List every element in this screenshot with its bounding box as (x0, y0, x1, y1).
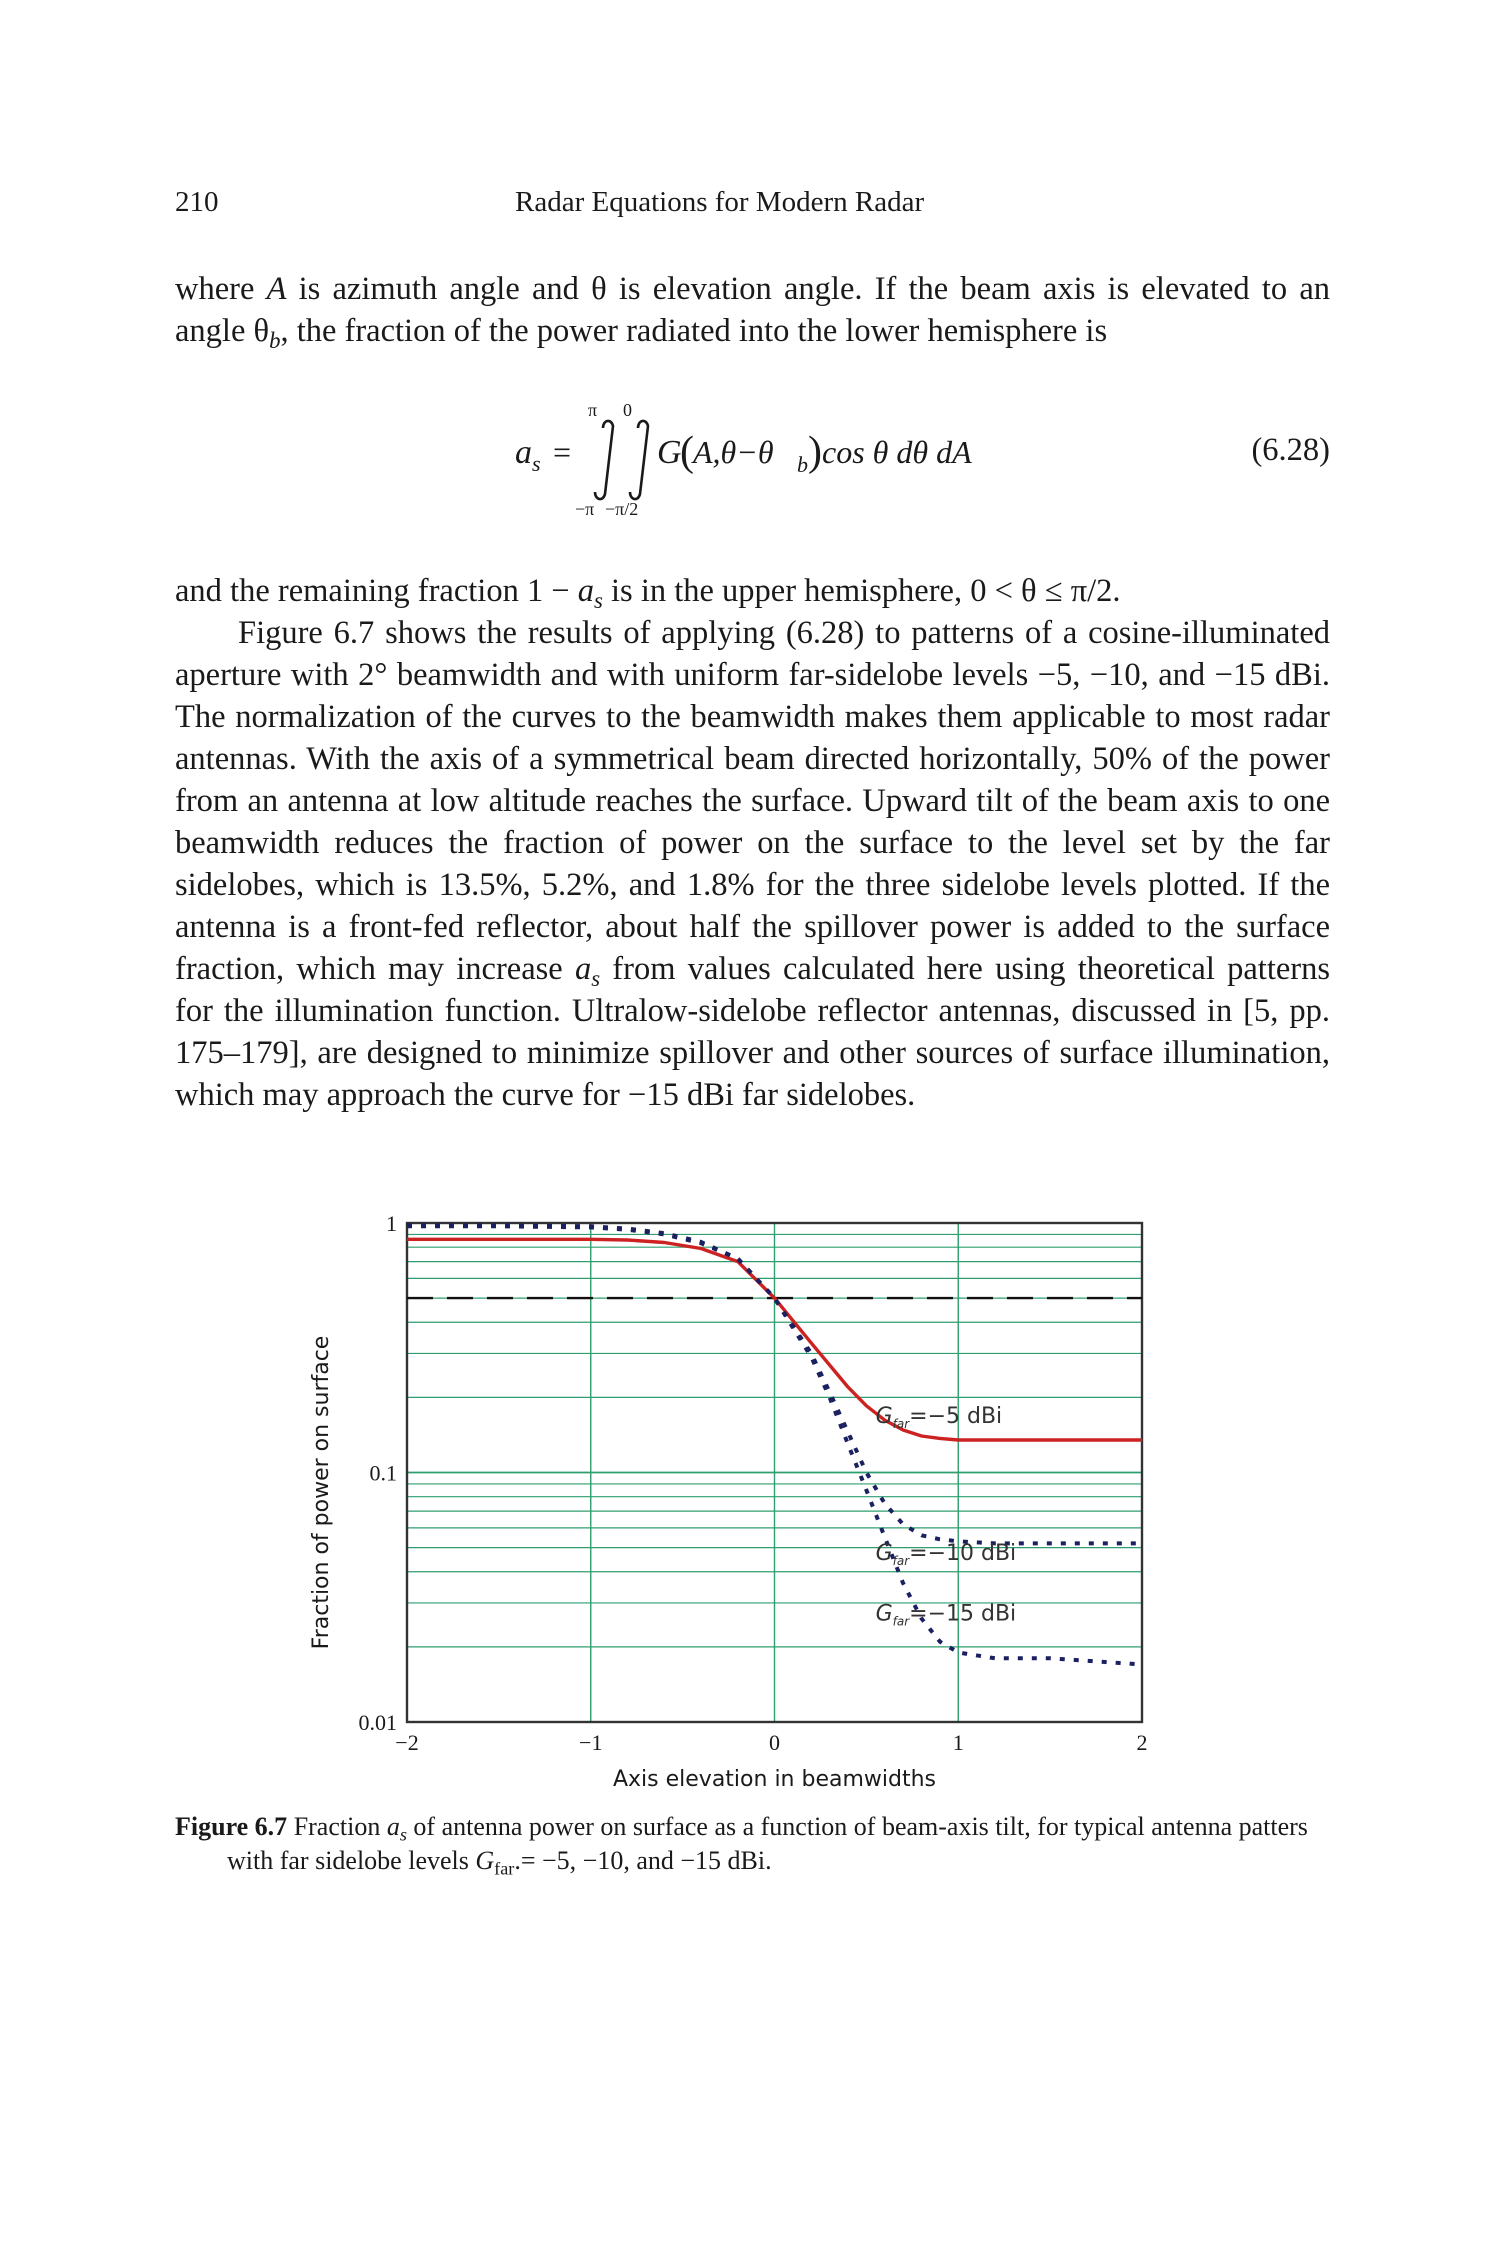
para1-var-a: A (266, 271, 287, 307)
x-axis-label: Axis elevation in beamwidths (612, 1767, 937, 1792)
eq-equals: = (553, 434, 572, 470)
y-tick-label: 0.1 (369, 1460, 397, 1486)
page-number: 210 (175, 186, 219, 218)
figure-6-7 (290, 1195, 1210, 1795)
caption-var-g: G (475, 1846, 495, 1875)
para1-text-3: , the fraction of the power radiated into the lower hemisphere is (280, 313, 1108, 349)
equation-svg (175, 390, 1075, 530)
series-label-1: $G_{far}=-5$ dBi (875, 1403, 1003, 1431)
para1-text: where (175, 271, 267, 307)
para3-text: Figure 6.7 shows the results of applying (6.28) to patterns of a cosine-illuminated aperture with 2° beamwidth and with uniform far-sidelobe levels −5, −10, and −15 dBi. The normalization of the curves to the beamwidth makes them applicable to most radar antennas. With the axis of a symmetrical beam directed horizontally, 50% of the power from an antenna at low altitude reaches the surface. Upward tilt of the beam axis to one beamwidth reduces the fraction of power on the surface to the level set by the far sidelobes, which is 13.5%, 5.2%, and 1.8% for the three sidelobe levels plotted. If the antenna is a front-fed reflector, about half the spillover power is added to the surface fraction, which may increase (175, 615, 1330, 987)
book-title: Radar Equations for Modern Radar (515, 186, 925, 218)
eq-lhs: a (515, 434, 532, 471)
caption-sub-far: far (494, 1858, 515, 1879)
y-axis-label: Fraction of power on surface (309, 1335, 334, 1650)
integral-sign-1 (595, 421, 613, 499)
eq-lhs-sub: s (532, 451, 541, 476)
eq-int1-upper: π (588, 400, 598, 420)
para1-sub-b: b (269, 327, 281, 353)
eq-rest: cos θ dθ dA (822, 434, 972, 470)
x-tick-label: 1 (952, 1730, 964, 1755)
x-tick-label: 2 (1136, 1730, 1148, 1755)
eq-paren-close: ) (808, 429, 822, 475)
running-head (175, 186, 1330, 226)
caption-var-a: a (386, 1812, 400, 1841)
para2-sub-s: s (594, 587, 603, 613)
x-tick-label: 0 (769, 1730, 780, 1755)
caption-text: Fraction (287, 1812, 387, 1841)
para3-var-a: a (574, 951, 592, 987)
para3-text-2: from values calculated here using theoretical patterns for the illumination function. Ultralow-sidelobe reflector antennas, discussed in [5, pp. 175–179], are designed to minimize spillover and other sources of surface illumination, which may approach the curve for −15 dBi far sidelobes. (175, 951, 1330, 1113)
y-tick-label: 1 (386, 1211, 397, 1236)
eq-paren-open: ( (680, 429, 694, 475)
x-tick-label: −2 (395, 1730, 419, 1755)
para2-text: and the remaining fraction 1 − (175, 573, 578, 609)
para1-text-2: is azimuth angle and θ is elevation angle. If the beam axis is elevated to an angle θ (175, 271, 1330, 349)
eq-sub-b: b (797, 452, 808, 477)
series-label-3: $G_{far}=-15$ dBi (875, 1601, 1017, 1629)
caption-text-3: .= −5, −10, and −15 dBi. (514, 1846, 772, 1875)
integral-sign-2 (630, 421, 648, 499)
para3-sub-s: s (591, 965, 601, 991)
eq-int1-lower: −π (575, 499, 595, 519)
para2-var-a: a (577, 573, 595, 609)
x-tick-label: −1 (579, 1730, 603, 1755)
chart (290, 1195, 1210, 1795)
para2-text-2: is in the upper hemisphere, 0 < θ ≤ π/2. (602, 573, 1121, 609)
eq-G: G (657, 434, 682, 471)
eq-int2-lower: −π/2 (605, 499, 639, 519)
paragraph-1 (175, 268, 1330, 352)
paragraph-3 (175, 612, 1330, 1116)
figure-caption (175, 1810, 1330, 1878)
caption-text-2: of antenna power on surface as a function of beam-axis tilt, for typical antenna patters with far sidelobe levels (227, 1812, 1308, 1875)
paragraph-2 (175, 570, 1330, 612)
eq-int2-upper: 0 (623, 400, 632, 420)
eq-args: A,θ−θ (693, 434, 774, 470)
y-tick-label: 0.01 (358, 1710, 397, 1735)
caption-sub-s: s (399, 1824, 407, 1845)
equation-6-28 (175, 390, 1330, 530)
caption-label: Figure 6.7 (175, 1812, 288, 1841)
series-label-2: $G_{far}=-10$ dBi (875, 1541, 1017, 1569)
equation-number: (6.28) (1251, 432, 1330, 468)
